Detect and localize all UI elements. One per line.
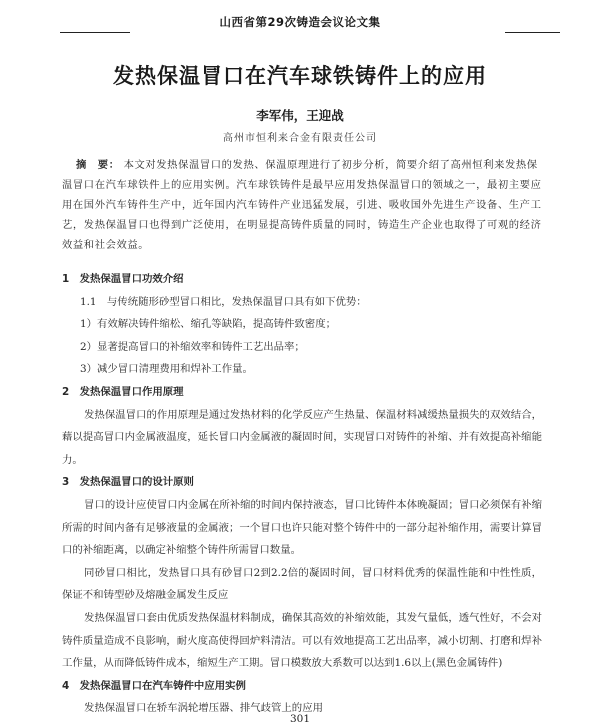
- paper-title: 发热保温冒口在汽车球铁铸件上的应用: [113, 64, 487, 88]
- paper-authors: 李军伟，王迎战: [256, 108, 344, 123]
- abstract-text: 本文对发热保温冒口的发热、保温原理进行了初步分析，简要介绍了高州恒利来发热保温冒口在汽车球铁件上的应用实例。汽车球铁铸件是最早应用发热保温冒口的领域之一，最初主要应用在国外汽车铸件生产中，近年国内汽车铸件产业迅猛发展，引进、吸收国外先进生产设备、生产工艺，发热保温冒口也得到广泛使用，在明显提高铸件质量的同时，铸造生产企业也取得了可观的经济效益和社会效益。: [62, 159, 542, 251]
- header-rule-right: [505, 32, 560, 33]
- paper-body: [62, 268, 542, 720]
- header-rule-left: [60, 32, 130, 33]
- section-2-heading: 2 发热保温冒口作用原理: [62, 385, 184, 398]
- section-3-paragraph-2: 同砂冒口相比，发热冒口具有砂冒口2到2.2倍的凝固时间，冒口材料优秀的保温性能和中性性质，保证不和铸型砂及熔融金属发生反应: [62, 566, 542, 602]
- abstract-label: 摘 要：: [76, 159, 120, 171]
- section-1-heading: 1 发热保温冒口功效介绍: [62, 273, 184, 285]
- page-number: 301: [289, 713, 311, 725]
- section-1-1: 1.1 与传统随形砂型冒口相比，发热保温冒口具有如下优势：: [80, 295, 367, 308]
- paper-affiliation: 高州市恒利来合金有限责任公司: [223, 133, 377, 144]
- section-1-item-2: 2）显著提高冒口的补缩效率和铸件工艺出品率；: [80, 340, 305, 353]
- section-3-paragraph-1: 冒口的设计应使冒口内金属在所补缩的时间内保持液态，冒口比铸件本体晚凝固；冒口必须保有补缩所需的时间内备有足够液量的金属液；一个冒口也许只能对整个铸件中的一部分起补缩作用，需要计算冒口的补缩距离，以确定补缩整个铸件所需冒口数量。: [62, 498, 542, 557]
- section-1-item-1: 1）有效解决铸件缩松、缩孔等缺陷，提高铸件致密度；: [80, 318, 336, 331]
- section-2-paragraph: 发热保温冒口的作用原理是通过发热材料的化学反应产生热量、保温材料减缓热量损失的双效结合，藉以提高冒口内金属液温度，延长冒口内金属液的凝固时间，实现冒口对铸件的补缩、并有效提高补缩能力。: [62, 408, 542, 466]
- section-1-item-3: 3）减少冒口清理费用和焊补工作量。: [80, 363, 253, 376]
- section-3-paragraph-3: 发热保温冒口套由优质发热保温材料制成，确保其高效的补缩效能，其发气量低，透气性好，不会对铸件质量造成不良影响，耐火度高使得回炉料清洁。可以有效地提高工艺出品率，减小切割、打磨和焊补工作量，从而降低铸件成本，缩短生产工期。冒口模数放大系数可以达到1.6以上(黑色金属铸件): [62, 611, 542, 670]
- abstract: [62, 155, 542, 255]
- section-4-heading: 4 发热保温冒口在汽车铸件中应用实例: [62, 679, 246, 692]
- running-header: 山西省第29次铸造会议论文集: [219, 15, 381, 29]
- section-4-paragraph: 发热保温冒口在轿车涡轮增压器、排气歧管上的应用: [84, 702, 323, 715]
- section-3-heading: 3 发热保温冒口的设计原则: [62, 476, 194, 489]
